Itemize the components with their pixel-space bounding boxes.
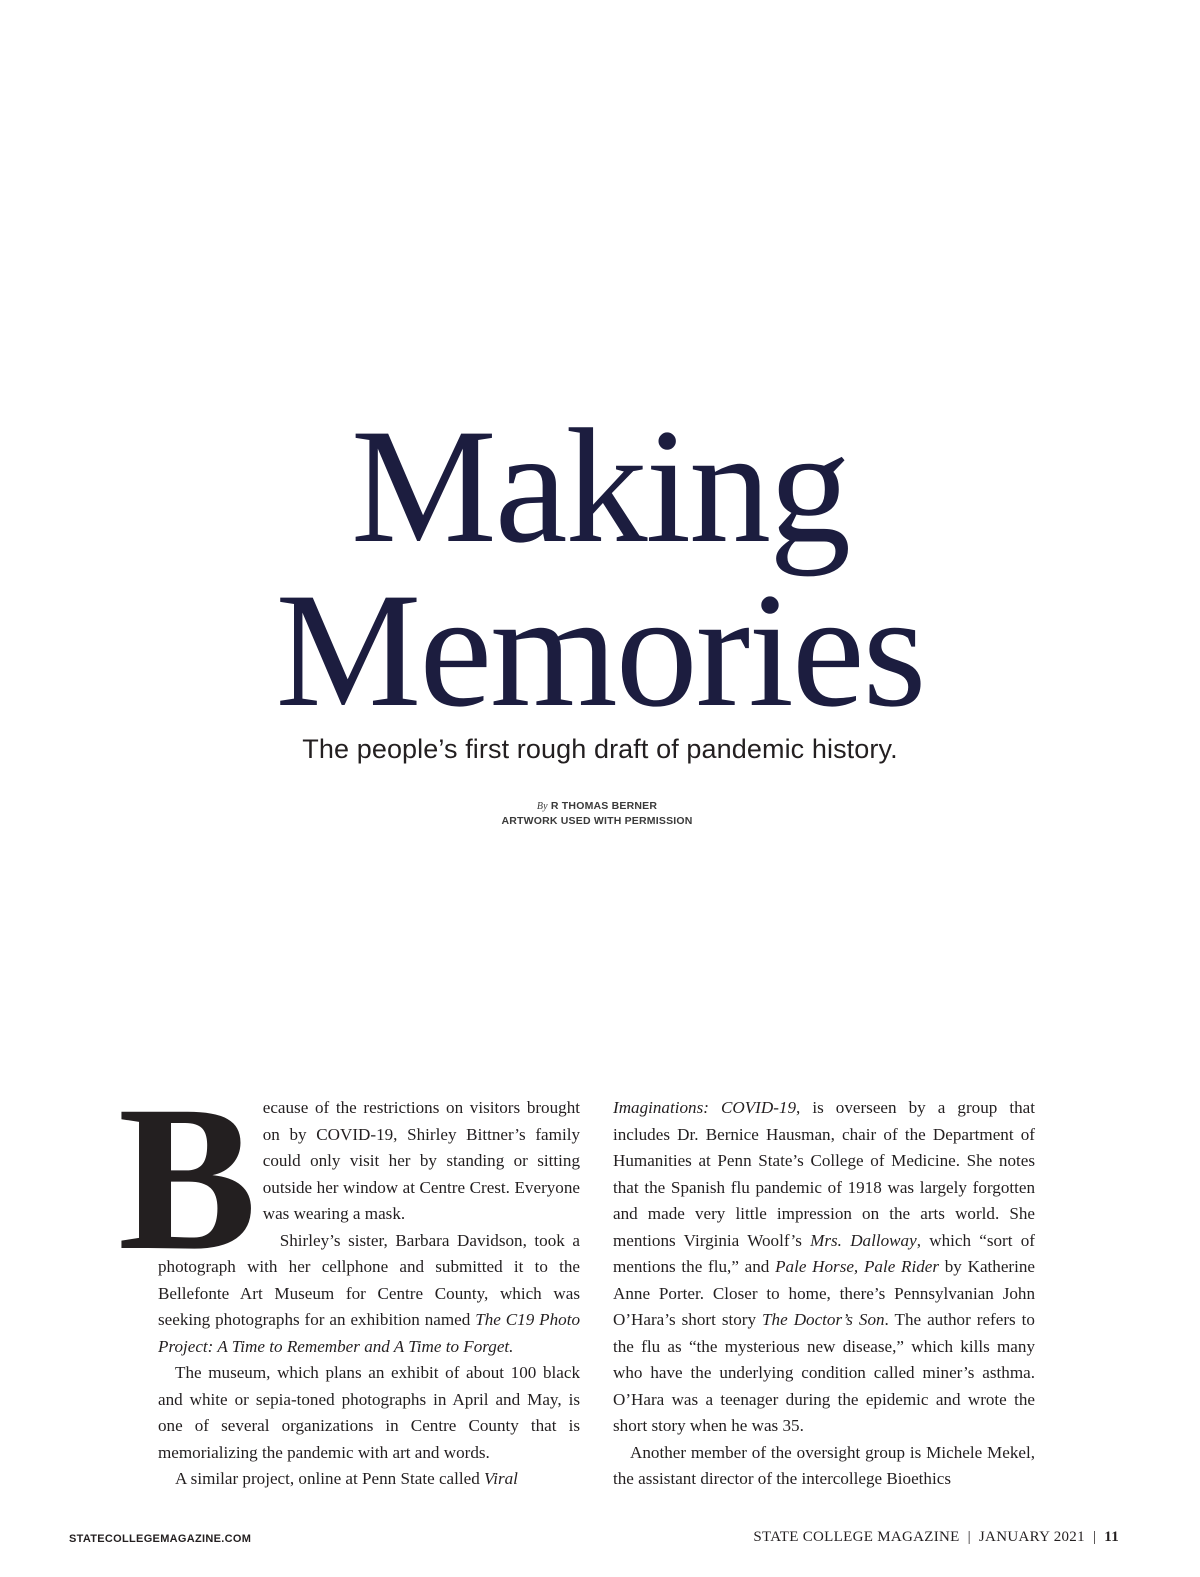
footer-separator: | [967, 1529, 971, 1545]
paragraph-3: The museum, which plans an exhibit of about 100 black and white or sepia-toned photographs in April and May, is one of several organizations in Centre County that is memorializing the pandemic with art and words. [158, 1363, 580, 1462]
drop-cap: B [118, 1063, 257, 1293]
article-title [0, 396, 1200, 741]
author-line [0, 799, 1194, 814]
article-column-1 [118, 1063, 580, 1493]
article-subtitle: The people’s first rough draft of pandemic history. [302, 734, 898, 764]
footer-website: STATECOLLEGEMAGAZINE.COM [69, 1533, 252, 1545]
footer-folio [753, 1529, 1119, 1546]
byline-by: By [536, 801, 548, 812]
paragraph-1: Because of the restrictions on visitors brought on by COVID-19, Shirley Bittner’s family could only visit her by standing or sitting outside her window at Centre Crest. Everyone was wearing a mask. [118, 1063, 580, 1293]
paragraph-2: Shirley’s sister, Barbara Davidson, took a photograph with her cellphone and submitted it to the Bellefonte Art Museum for Centre County, which was seeking photographs for an exhibition named The C19 Photo Project: A Time to Remember and A Time to Forget. [158, 1230, 580, 1356]
paragraph-5: Imaginations: COVID-19, is overseen by a group that includes Dr. Bernice Hausman, chair of the Department of Humanities at Penn State’s College of Medicine. She notes that the Spanish flu pandemic of 1918 was largely forgotten and made very little impression on the arts world. She mentions Virginia Woolf’s Mrs. Dalloway, which “sort of mentions the flu,” and Pale Horse, Pale Rider by Katherine Anne Porter. Closer to home, there’s Pennsylvanian John O’Hara’s short story The Doctor’s Son. The author refers to the flu as “the mysterious new disease,” which kills many who have the underlying condition called miner’s asthma. O’Hara was a teenager during the epidemic and wrote the short story when he was 35. [613, 1098, 1035, 1435]
footer-issue: JANUARY 2021 [978, 1529, 1085, 1545]
artwork-credit: ARTWORK USED WITH PERMISSION [501, 815, 693, 827]
byline [0, 799, 1194, 829]
page-number: 11 [1104, 1529, 1119, 1545]
footer-separator: | [1092, 1529, 1097, 1545]
paragraph-6: Another member of the oversight group is Michele Mekel, the assistant director of the intercollege Bioethics [613, 1442, 1035, 1488]
title-line-1: Making [350, 396, 850, 577]
paragraph-4: A similar project, online at Penn State called Viral [175, 1469, 518, 1488]
title-line-2: Memories [275, 560, 925, 741]
footer-magazine-name: STATE COLLEGE MAGAZINE [753, 1529, 960, 1545]
author-name: R THOMAS BERNER [550, 800, 658, 812]
article-column-2 [613, 1095, 1035, 1493]
